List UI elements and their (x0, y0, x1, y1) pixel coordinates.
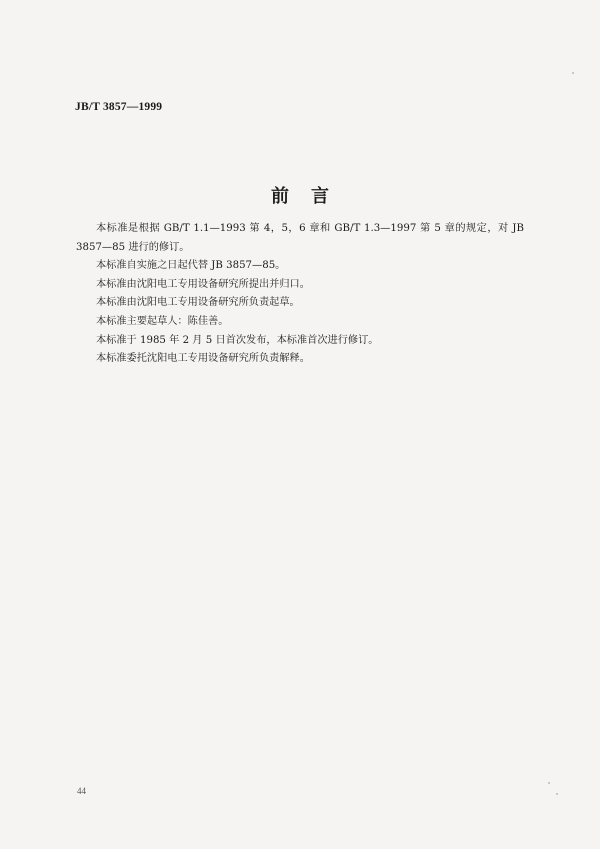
scan-speck (556, 793, 558, 795)
page-number: 44 (77, 786, 86, 796)
paragraph-proposer: 本标准由沈阳电工专用设备研究所提出并归口。 (96, 278, 310, 290)
paragraph-main-drafter: 本标准主要起草人：陈佳善。 (96, 315, 229, 327)
preface-body (76, 220, 524, 369)
paragraph-drafter-org: 本标准由沈阳电工专用设备研究所负责起草。 (96, 297, 300, 309)
paragraph-first-release: 本标准于 1985 年 2 月 5 日首次发布，本标准首次进行修订。 (96, 334, 379, 346)
scan-speck (548, 782, 550, 784)
paragraph-replacement: 本标准自实施之日起代替 JB 3857—85。 (96, 260, 286, 272)
paragraph-revision-basis: 本标准是根据 GB/T 1.1—1993 第 4，5，6 章和 GB/T 1.3—1997 第 5 章的规定，对 JB 3857—85 进行的修订。 (76, 223, 524, 253)
standard-code: JB/T 3857—1999 (75, 101, 163, 113)
scan-speck (572, 72, 574, 74)
page-title: 前言 (271, 186, 351, 207)
paragraph-interpretation: 本标准委托沈阳电工专用设备研究所负责解释。 (96, 353, 310, 365)
